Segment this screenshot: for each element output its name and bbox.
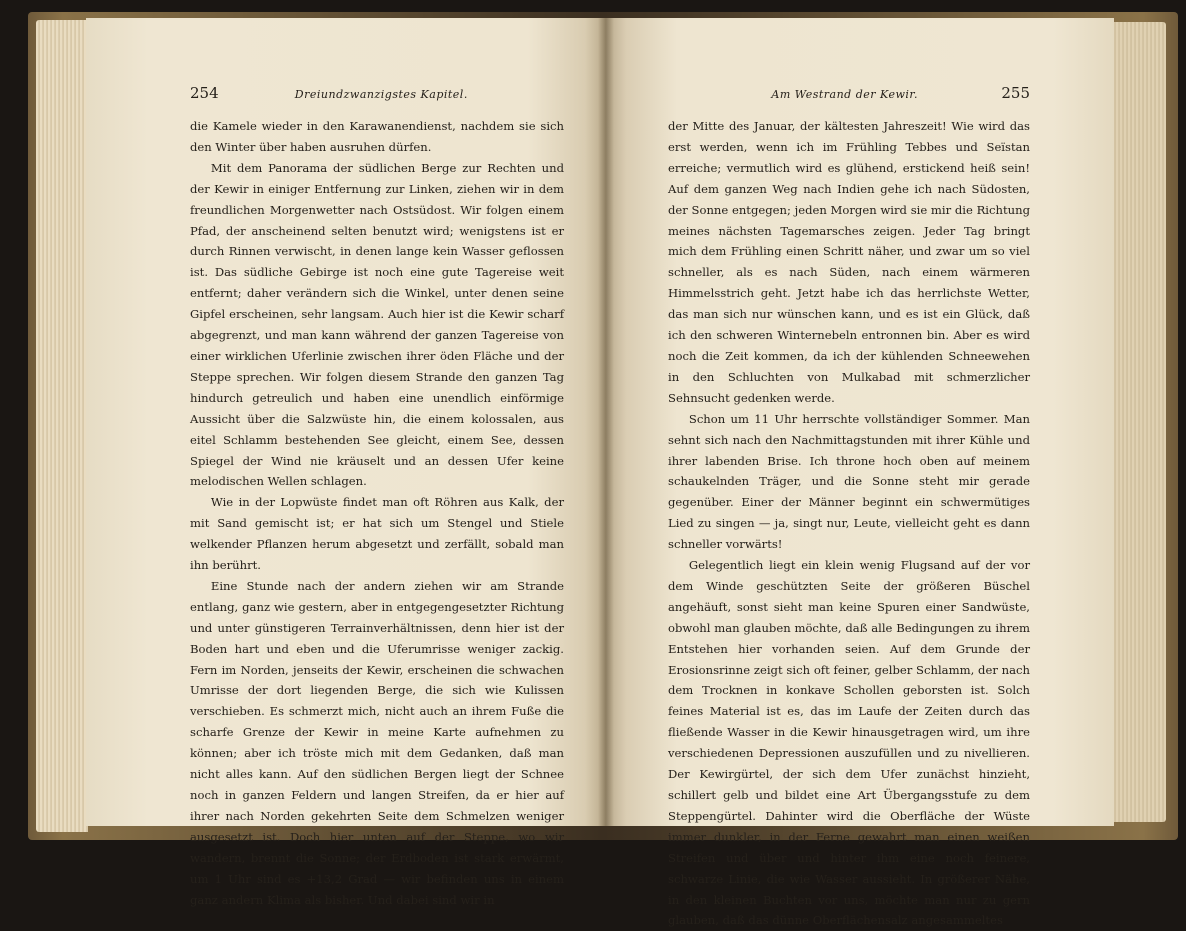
page-edges-left: [36, 20, 88, 832]
right-paragraph-2: Schon um 11 Uhr herrschte vollständiger Sommer. Man sehnt sich nach den Nachmittagstunden mit ihrer Kühle und ihrer labenden Brise. Ich throne hoch oben auf meinem schaukelnden Träger, und die Sonne steht mir gerade gegenüber. Einer der Männer beginnt ein schwermütiges Lied zu singen — ja, singt nur, Leute, vielleicht geht es dann schneller vorwärts!: [668, 411, 1030, 552]
left-page-number: 254: [190, 84, 219, 102]
right-paragraph-1: der Mitte des Januar, der kältesten Jahreszeit! Wie wird das erst werden, wenn ich im Frühling Tebbes und Seïstan erreiche; vermutlich wird es glühend, erstickend heiß sein! Auf dem ganzen Weg nach Indien gehe ich nach Südosten, der Sonne entgegen; jeden Morgen wird sie mir die Richtung meines nächsten Tagemarsches zeigen. Jeder Tag bringt mich dem Frühling einen Schritt näher, und zwar um so viel schneller, als es nach Süden, nach einem wärmeren Himmelsstrich geht. Jetzt habe ich das herrlichste Wetter, das man sich nur wünschen kann, und es ist ein Glück, daß ich den schweren Winternebeln entronnen bin. Aber es wird noch die Zeit kommen, da ich der kühlenden Schneewehen in den Schluchten von Mulkabad mit schmerzlicher Sehnsucht gedenken werde.: [668, 119, 1030, 405]
right-page-header: [668, 84, 1030, 106]
left-paragraph-2: Mit dem Panorama der südlichen Berge zur Rechten und der Kewir in einiger Entfernung zur Linken, ziehen wir in dem freundlichen Morgenwetter nach Ostsüdost. Wir folgen einem Pfad, der anscheinend selten benutzt wird; wenigstens ist er durch Rinnen verwischt, in denen lange kein Wasser geflossen ist. Das südliche Gebirge ist noch eine gute Tagereise weit entfernt; daher verändern sich die Winkel, unter denen seine Gipfel erscheinen, sehr langsam. Auch hier ist die Kewir scharf abgegrenzt, und man kann während der ganzen Tagereise von einer wirklichen Uferlinie zwischen ihrer öden Fläche und der Steppe sprechen. Wir folgen diesem Strande den ganzen Tag hindurch getreulich und haben eine unendlich einförmige Aussicht über die Salzwüste hin, die einem kolossalen, aus eitel Schlamm bestehenden See gleicht, einem See, dessen Spiegel der Wind nie kräuselt und an dessen Ufer keine melodischen Wellen schlagen.: [190, 160, 564, 489]
left-page-body: [190, 116, 564, 910]
left-paragraph-1: die Kamele wieder in den Karawanendienst, nachdem sie sich den Winter über haben ausruhen dürfen.: [190, 119, 564, 154]
right-paragraph-3: Gelegentlich liegt ein klein wenig Flugsand auf der vor dem Winde geschützten Seite der größeren Büschel angehäuft, sonst sieht man keine Spuren einer Sandwüste, obwohl man glauben möchte, daß alle Bedingungen zu ihrem Entstehen hier vorhanden seien. Auf dem Grunde der Erosionsrinne zeigt sich oft feiner, gelber Schlamm, der nach dem Trocknen in konkave Schollen geborsten ist. Solch feines Material ist es, das im Laufe der Zeiten durch das fließende Wasser in die Kewir hinausgetragen wird, um ihre verschiedenen Depressionen auszufüllen und zu nivellieren. Der Kewirgürtel, der sich dem Ufer zunächst hinzieht, schillert gelb und bildet eine Art Übergangsstufe zu dem Steppengürtel. Dahinter wird die Oberfläche der Wüste immer dunkler, in der Ferne gewahrt man einen weißen Streifen und über und hinter ihm eine noch feinere, schwarze Linie, die wie Wasser aussieht. In größerer Nähe, in den kleinen Buchten vor uns, möchte man nur zu gern glauben, daß das dünne Oberflächensalz angesammeltes: [668, 558, 1030, 928]
page-edges-right: [1112, 22, 1166, 822]
right-page: [606, 18, 1114, 928]
left-page: [86, 18, 606, 907]
right-running-head: Am Westrand der Kewir.: [771, 88, 918, 101]
right-page-number: 255: [1001, 84, 1030, 102]
right-page-body: [668, 116, 1030, 931]
left-page-header: [190, 84, 564, 106]
left-paragraph-3: Wie in der Lopwüste findet man oft Röhren aus Kalk, der mit Sand gemischt ist; er hat sich um Stengel und Stiele welkender Pflanzen herum abgesetzt und zerfällt, sobald man ihn berührt.: [190, 495, 564, 573]
book-gutter: [598, 18, 614, 826]
left-running-head: Dreiundzwanzigstes Kapitel.: [294, 88, 468, 101]
left-paragraph-4: Eine Stunde nach der andern ziehen wir am Strande entlang, ganz wie gestern, aber in entgegengesetzter Richtung und unter günstigeren Terrainverhältnissen, denn hier ist der Boden hart und eben und die Uferumrisse weniger zackig. Fern im Norden, jenseits der Kewir, erscheinen die schwachen Umrisse der dort liegenden Berge, die sich wie Kulissen verschieben. Es schmerzt mich, nicht auch an ihrem Fuße die scharfe Grenze der Kewir in meine Karte aufnehmen zu können; aber ich tröste mich mit dem Gedanken, daß man nicht alles kann. Auf den südlichen Bergen liegt der Schnee noch in ganzen Feldern und langen Streifen, da er hier auf ihrer nach Norden gekehrten Seite dem Schmelzen weniger ausgesetzt ist. Doch hier unten auf der Steppe, wo wir wandern, brennt die Sonne; der Erdboden ist stark erwärmt, um 1 Uhr sind es +13,2 Grad — wir befinden uns in einem ganz andern Klima als bisher. Und dabei sind wir in: [190, 578, 564, 907]
